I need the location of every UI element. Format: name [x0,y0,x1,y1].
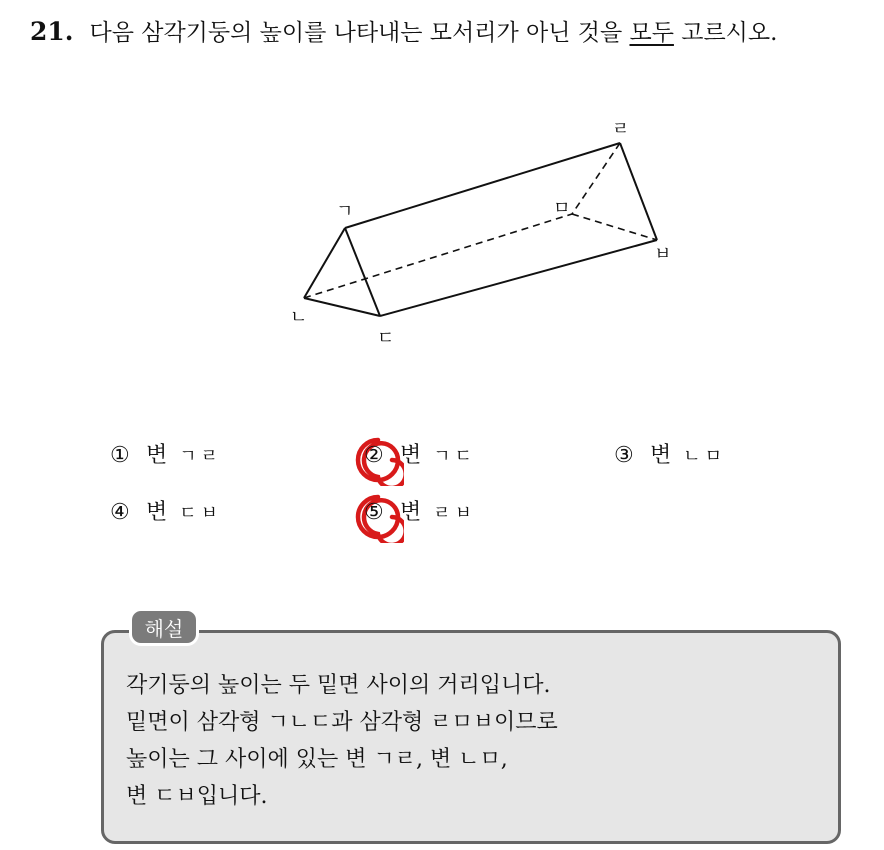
vertex-label-g: ㄱ [336,201,354,222]
explanation-text [126,667,558,815]
question-emphasis: 모두 [629,20,674,46]
choice-jamo: ㄴㅁ [683,446,727,467]
choice-number: ③ [614,443,634,468]
choice-1[interactable] [110,438,222,469]
question-number: 21. [30,17,74,46]
choice-label: 변 [400,500,422,525]
choice-number: ② [364,443,394,468]
edge-r-m [572,143,620,214]
explanation-line: 밑면이 삼각형 ㄱㄴㄷ과 삼각형 ㄹㅁㅂ이므로 [126,710,558,735]
choice-number: ① [110,443,130,468]
vertex-label-d: ㄷ [377,328,395,349]
edge-n-d [304,298,380,316]
choice-jamo: ㄱㄷ [433,446,477,467]
edge-m-b [572,214,657,240]
choice-number: ⑤ [364,500,394,525]
choice-2[interactable] [364,438,476,469]
choice-label: 변 [650,443,672,468]
choice-jamo: ㄹㅂ [433,503,477,524]
edge-n-m [304,214,572,298]
vertex-label-m: ㅁ [553,198,571,219]
choice-number: ④ [110,500,130,525]
question-text: 다음 삼각기둥의 높이를 나타내는 모서리가 아닌 것을 [89,20,623,46]
vertex-label-b: ㅂ [654,244,672,265]
vertex-label-r: ㄹ [612,119,630,140]
choice-label: 변 [146,443,168,468]
explanation-line: 변 ㄷㅂ입니다. [126,784,268,809]
choice-5[interactable] [364,495,476,526]
question-tail: 고르시오. [681,20,778,46]
edge-g-d [345,228,380,316]
explanation-tag: 해설 [129,608,199,646]
prism-figure [0,0,884,400]
choice-jamo: ㄷㅂ [179,503,223,524]
vertex-label-n: ㄴ [290,307,308,328]
edge-d-b [380,240,657,316]
choice-3[interactable] [614,438,726,469]
edge-r-b [620,143,657,240]
choice-4[interactable] [110,495,222,526]
choice-jamo: ㄱㄹ [179,446,223,467]
choice-label: 변 [146,500,168,525]
explanation-line: 각기둥의 높이는 두 밑면 사이의 거리입니다. [126,673,551,698]
explanation-line: 높이는 그 사이에 있는 변 ㄱㄹ, 변 ㄴㅁ, [126,747,508,772]
choice-label: 변 [400,443,422,468]
